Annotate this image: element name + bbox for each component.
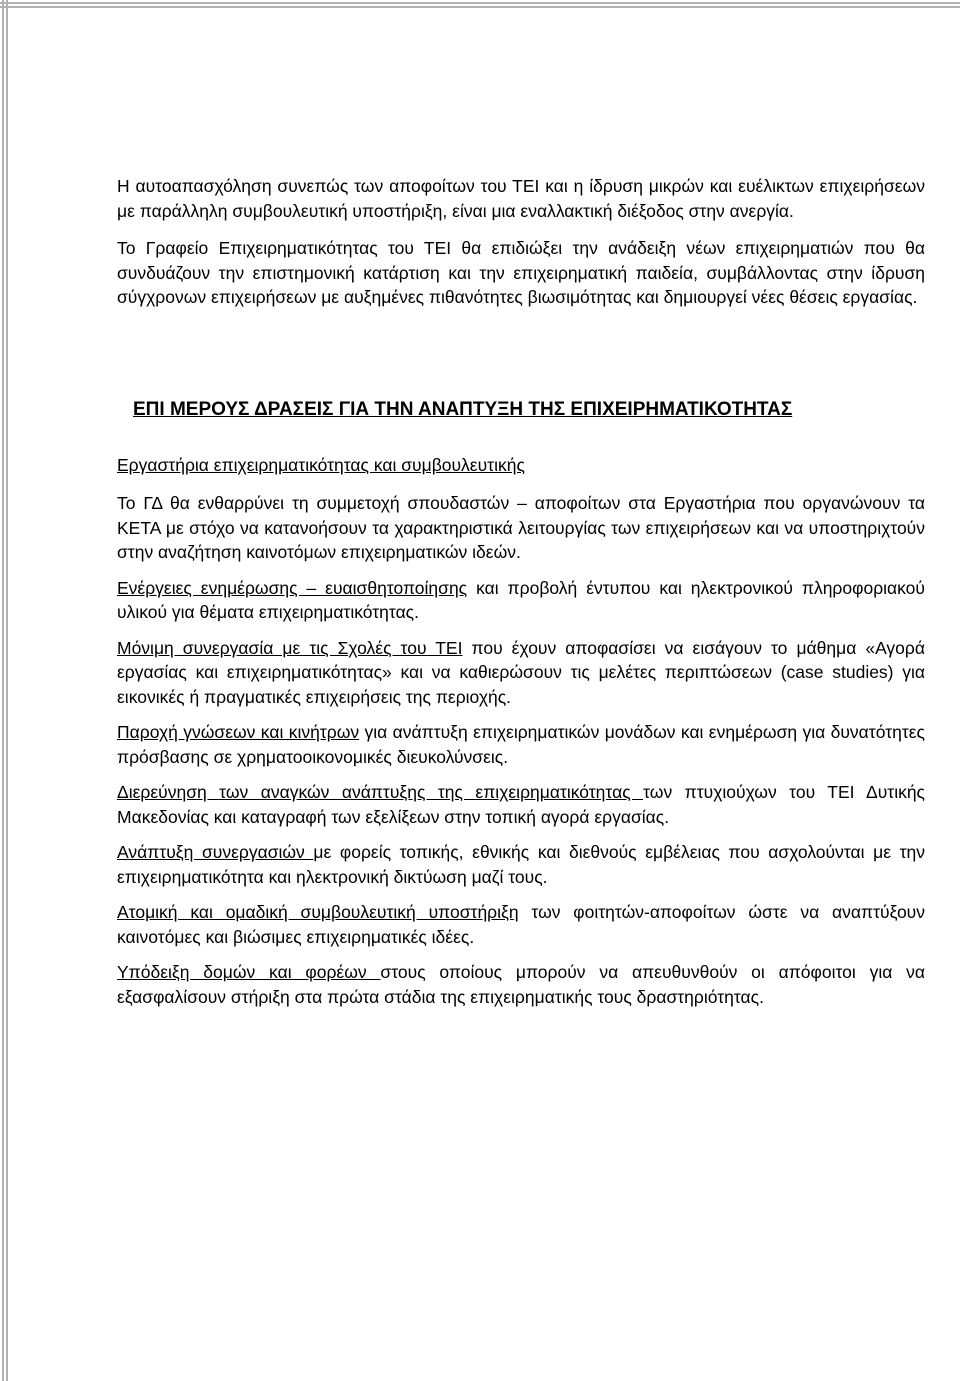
action-paragraph	[117, 576, 925, 625]
action-paragraph	[117, 960, 925, 1009]
action-lead: Ατομική και ομαδική συμβουλευτική υποστήριξη	[117, 902, 519, 922]
action-text: για ανάπτυξη επιχειρηματικών μονάδων και ενημέρωση για δυνατότητες πρόσβασης σε χρηματοοικονομικές διευκολύνσεις.	[117, 722, 925, 767]
action-text: Το ΓΔ θα ενθαρρύνει τη συμμετοχή σπουδαστών – αποφοίτων στα Εργαστήρια που οργανώνουν τα ΚΕΤΑ με στόχο να κατανοήσουν τα χαρακτηριστικά λειτουργίας των επιχειρήσεων και να υποστηριχτούν στην αναζήτηση καινοτόμων επιχειρηματικών ιδεών.	[117, 493, 925, 562]
document-body	[117, 174, 925, 1020]
action-text: στους οποίους μπορούν να απευθυνθούν οι απόφοιτοι για να εξασφαλίσουν στήριξη στα πρώτα στάδια της επιχειρηματικής τους δραστηριότητας.	[117, 962, 925, 1007]
intro-paragraph: Το Γραφείο Επιχειρηματικότητας του ΤΕΙ θα επιδιώξει την ανάδειξη νέων επιχειρηματιών που θα συνδυάζουν την επιστημονική κατάρτιση και την επιχειρηματική παιδεία, συμβάλλοντας στην ίδρυση σύγχρονων επιχειρήσεων με αυξημένες πιθανότητες βιωσιμότητας και δημιουργεί νέες θέσεις εργασίας.	[117, 238, 925, 307]
action-lead: Παροχή γνώσεων και κινήτρων	[117, 722, 360, 742]
section-heading: ΕΠΙ ΜΕΡΟΥΣ ΔΡΑΣΕΙΣ ΓΙΑ ΤΗΝ ΑΝΑΠΤΥΞΗ ΤΗΣ ΕΠΙΧΕΙΡΗΜΑΤΙΚΟΤΗΤΑΣ	[133, 398, 793, 420]
action-lead: Διερεύνηση των αναγκών ανάπτυξης της επιχειρηματικότητας	[117, 782, 644, 802]
action-paragraph	[117, 636, 925, 710]
action-paragraph	[117, 900, 925, 949]
section-subheading: Εργαστήρια επιχειρηματικότητας και συμβουλευτικής	[117, 454, 525, 475]
action-text: των πτυχιούχων του ΤΕΙ Δυτικής Μακεδονίας και καταγραφή των εξελίξεων στην τοπική αγορά εργασίας.	[117, 782, 925, 827]
intro-section	[117, 174, 925, 310]
action-lead: Ενέργειες ενημέρωσης – ευαισθητοποίησης	[117, 577, 468, 598]
action-text: με φορείς τοπικής, εθνικής και διεθνούς εμβέλειας που ασχολούνται με την επιχειρηματικότητα και ηλεκτρονική δικτύωση μαζί τους.	[117, 842, 926, 887]
action-text: των φοιτητών-αποφοίτων ώστε να αναπτύξουν καινοτόμες και βιώσιμες επιχειρηματικές ιδέες.	[117, 902, 925, 947]
action-paragraph	[117, 720, 925, 769]
action-lead: Υπόδειξη δομών και φορέων	[117, 962, 381, 982]
action-paragraph	[117, 840, 925, 889]
action-lead: Μόνιμη συνεργασία με τις Σχολές του ΤΕΙ	[117, 637, 463, 658]
actions-list	[117, 491, 925, 1009]
page-border-left	[0, 0, 10, 1381]
action-lead: Ανάπτυξη συνεργασιών	[117, 842, 314, 862]
action-paragraph	[117, 491, 925, 565]
intro-paragraph: Η αυτοαπασχόληση συνεπώς των αποφοίτων του ΤΕΙ και η ίδρυση μικρών και ευέλικτων επιχειρήσεων με παράλληλη συμβουλευτική υποστήριξη, είναι μια εναλλακτική διέξοδος στην ανεργία.	[117, 176, 925, 221]
action-text: και προβολή έντυπου και ηλεκτρονικού πληροφοριακού υλικού για θέματα επιχειρηματικότητας.	[117, 577, 925, 622]
action-paragraph	[117, 780, 925, 829]
action-text: που έχουν αποφασίσει να εισάγουν το μάθημα «Αγορά εργασίας και επιχειρηματικότητας» και να καθιερώσουν τις μελέτες περιπτώσεων (case studies) για εικονικές ή πραγματικές επιχειρήσεις της περιοχής.	[117, 637, 925, 707]
page-border-top	[0, 0, 960, 10]
